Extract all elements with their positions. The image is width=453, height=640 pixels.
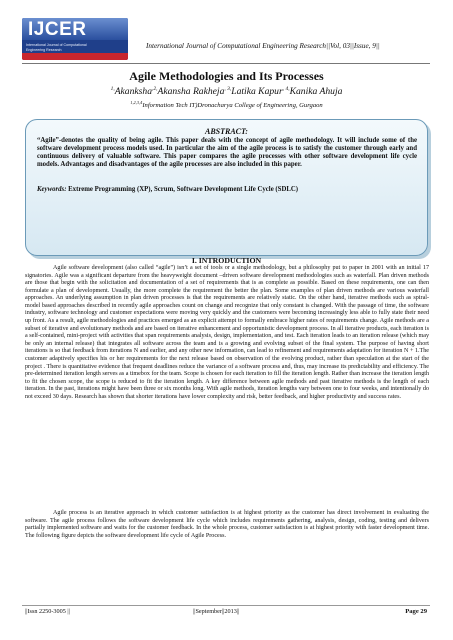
keywords — [37, 186, 417, 194]
author-name: Akansha Rakheja — [157, 86, 225, 98]
paper-title: Agile Methodologies and Its Processes — [129, 69, 324, 83]
keywords-label: Keywords: — [37, 186, 67, 193]
header-divider — [22, 63, 430, 64]
paragraph-2-text: Agile process is an iterative approach in which customer satisfaction is at highest priority as the customer has direct involvement in evaluating the software. The agile process follows the software development life cycle which includes requirements gathering, analysis, design, coding, testing and delivers partially implemented software and waits for the customer feedback. In the whole process, customer satisfaction is at highest priority with faster development time. The following figure depicts the software development life cycle of Agile Process. — [25, 510, 429, 539]
abstract-heading: ABSTRACT: — [205, 127, 248, 136]
body-paragraph-2 — [25, 510, 429, 540]
page-number: Page 29 — [405, 608, 427, 615]
author-sup: ,2, — [152, 86, 158, 92]
affiliation-text: Information Tech IT)Dronacharya College of Engineering, Gurgaon — [142, 102, 323, 110]
author-sup: 1, — [110, 86, 115, 92]
abstract-text: “Agile”-denotes the quality of being agile. This paper deals with the concept of agile methodology. It will include some of the software development process models used. In particular the aim of the agile process is to satisfy the customer through early and continuous delivery of valuable software. This paper compares the agile processes with other software development life cycle models. Advantages and disadvantages of the agile processes are also included in this paper. — [37, 137, 417, 169]
affiliation-sup: 1,2,3,4 — [130, 100, 143, 105]
journal-logo — [22, 18, 128, 60]
author-list — [0, 86, 453, 97]
paragraph-1-text: Agile software development (also called “agile”) isn’t a set of tools or a single methodology, but a philosophy put to paper in 2001 with an initial 17 signatories. Agile was a significant departure from the heavyweight document –driven software development methodologies such as waterfall. Plan driven methods are those that begin with the solicitation and documentation of a set of requirements that is as complete as possible. Based on these requirements, one can then formulate a plan of development. Usually, the more complete the requirement the better the plan. Some examples of plan driven methods are various waterfall approaches. An underlying assumption in plan driven processes is that the requirements are relatively static. On the other hand, iterative methods such as spiral-model based approaches described in recently agile approaches count on change and recognize that only constant is changed. With the passage of time, the software industry, software technology and customer expectations were moving very quickly and the customers were becoming increasingly less able to fully state their need up front. As a result, agile methodologies and practices emerged as an explicit attempt to formally embrace higher rates of requirements change. Agile methods are a subset of iterative and evolutionary methods and are based on iterative enhancement and opportunistic development process. In all iterative products, each iteration is a self-contained, mini-project with activities that span requirements analysis, design, implementation, and test. Each iteration leads to an iteration release (which may be only an internal release) that integrates all software across the team and is a growing and evolving subset of the final system. The purpose of having short iterations is so that feedback from iterations N and earlier, and any other new information, can lead to refinement and requirements adaptation for iteration N + 1.The customer adaptively specifies his or her requirements for the next release based on observation of the evolving product, rather than speculation at the start of the project . There is quantitative evidence that frequent deadlines reduce the variance of a software process and, thus, may increase its predictability and efficiency. The pre-determined iteration length serves as a timebox for the team. Scope is chosen for each iteration to fill the iteration length. Rather than increase the iteration length to fit the chosen scope, the scope is reduced to fit the iteration length. A key difference between agile methods and past iterative methods is the length of each iteration. In the past, iterations might have been three or six months long. With agile methods, iteration lengths vary between one to four weeks, and intentionally do not exceed 30 days. Research has shown that shorter iterations have lower complexity and risk, better feedback, and higher productivity and success rates. — [25, 265, 429, 400]
body-paragraph-1 — [25, 265, 429, 401]
footer-divider — [22, 605, 430, 606]
logo-subtitle-1: International Journal of Computational — [26, 43, 87, 47]
footer-issn: ||Issn 2250-3005 || — [25, 608, 70, 615]
author-name: Latika Kapur — [231, 86, 283, 98]
footer-date: ||September||2013|| — [193, 608, 240, 615]
author-name: Kanika Ahuja — [289, 86, 343, 98]
logo-stripe — [22, 53, 128, 60]
logo-text: IJCER — [28, 19, 87, 40]
affiliation — [0, 100, 453, 109]
section-heading: I. INTRODUCTION — [191, 256, 262, 265]
author-name: Akanksha — [114, 86, 152, 98]
keywords-text: Extreme Programming (XP), Scrum, Software Development Life Cycle (SDLC) — [66, 186, 299, 193]
logo-subtitle-2: Engineering Research — [26, 48, 62, 52]
journal-header: International Journal of Computational Engineering Research||Vol, 03||Issue, 9|| — [146, 42, 380, 50]
author-sup: , 4, — [282, 86, 290, 92]
author-sup: , 3, — [224, 86, 232, 92]
